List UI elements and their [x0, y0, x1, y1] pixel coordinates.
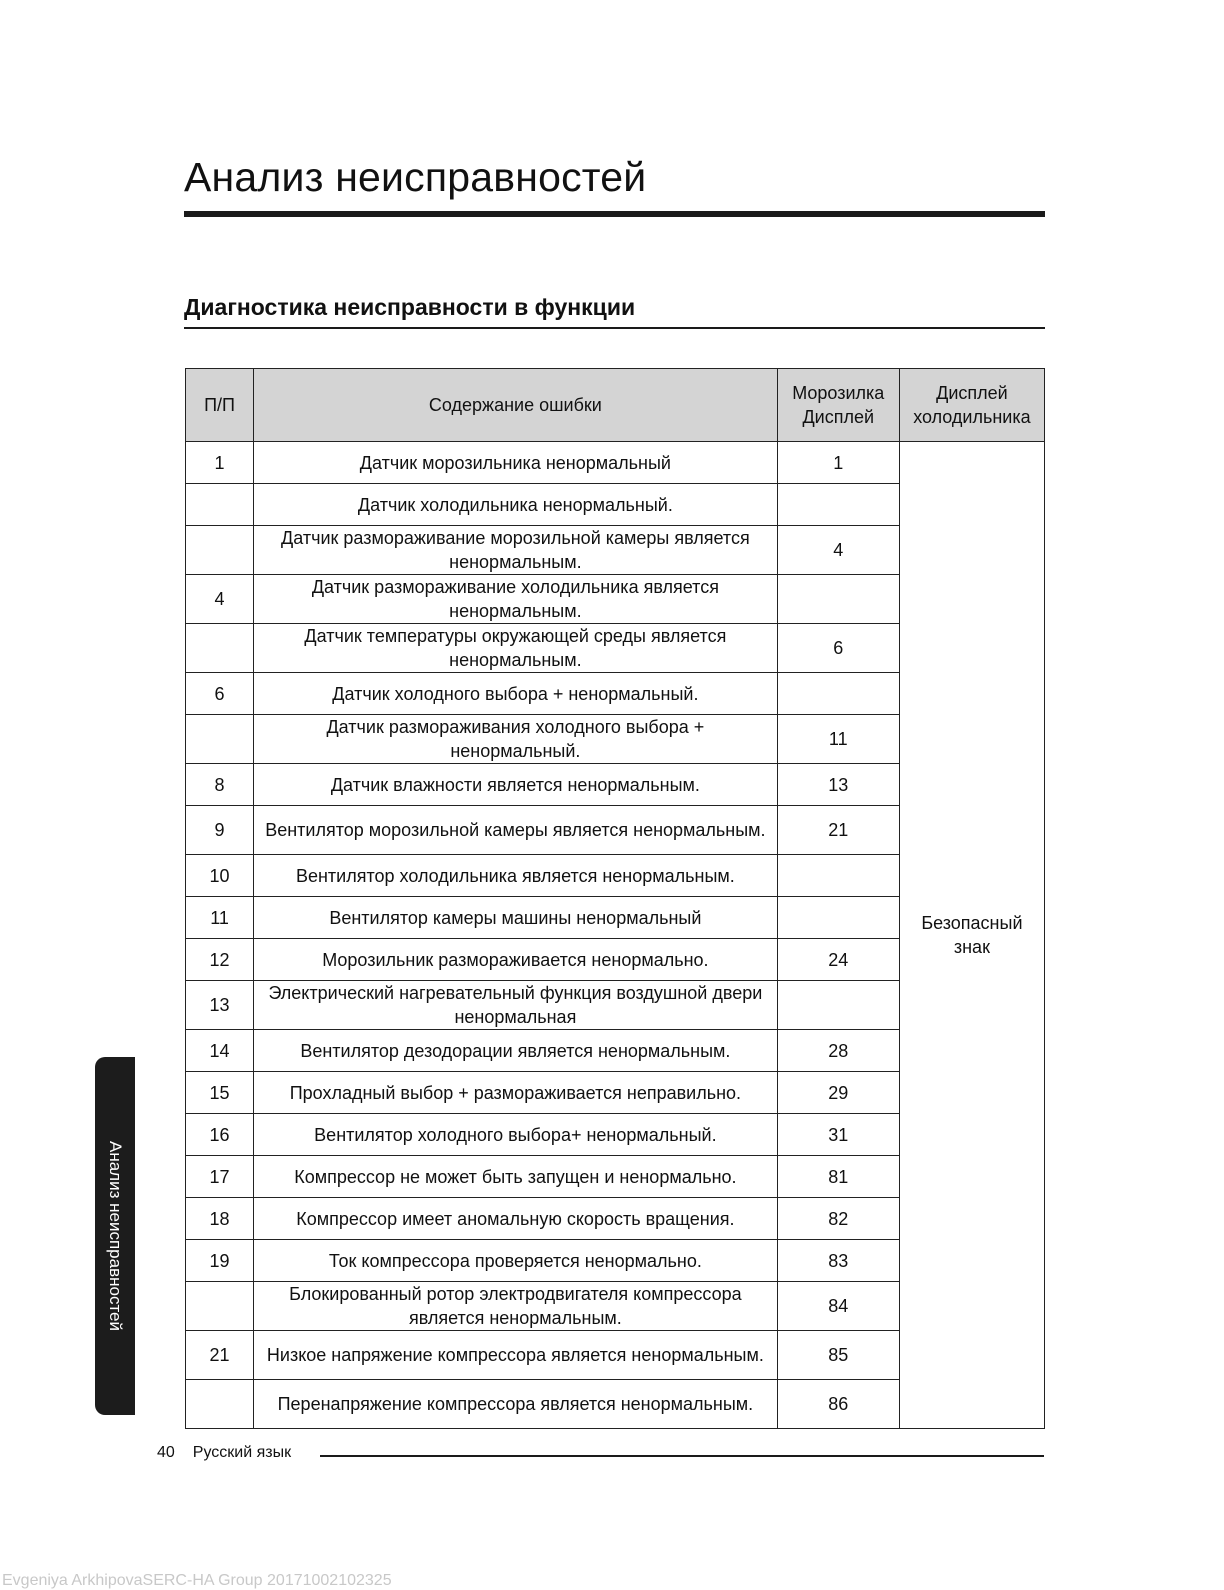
row-code — [777, 484, 899, 526]
row-num: 6 — [186, 673, 254, 715]
row-code: 4 — [777, 526, 899, 575]
header-num: П/П — [186, 369, 254, 442]
row-num: 14 — [186, 1030, 254, 1072]
row-content: Вентилятор камеры машины ненормальный — [254, 897, 778, 939]
row-content: Компрессор имеет аномальную скорость вращения. — [254, 1198, 778, 1240]
row-code: 81 — [777, 1156, 899, 1198]
section-rule — [184, 327, 1045, 329]
row-content: Вентилятор холодильника является ненормальным. — [254, 855, 778, 897]
row-num: 16 — [186, 1114, 254, 1156]
page-title: Анализ неисправностей — [184, 154, 647, 200]
row-code — [777, 575, 899, 624]
row-code: 31 — [777, 1114, 899, 1156]
row-content: Вентилятор холодного выбора+ ненормальный. — [254, 1114, 778, 1156]
row-content: Прохладный выбор + размораживается неправильно. — [254, 1072, 778, 1114]
row-num — [186, 526, 254, 575]
row-code: 6 — [777, 624, 899, 673]
row-num: 12 — [186, 939, 254, 981]
row-code: 24 — [777, 939, 899, 981]
row-num: 19 — [186, 1240, 254, 1282]
row-content: Блокированный ротор электродвигателя компрессора является ненормальным. — [254, 1282, 778, 1331]
row-content: Перенапряжение компрессора является ненормальным. — [254, 1380, 778, 1429]
footer-page-number: 40 — [157, 1444, 175, 1461]
diagnostics-table — [185, 368, 1045, 1429]
row-content: Датчик холодного выбора + ненормальный. — [254, 673, 778, 715]
row-code: 83 — [777, 1240, 899, 1282]
side-tab — [95, 1057, 135, 1415]
row-code — [777, 673, 899, 715]
row-num — [186, 1380, 254, 1429]
row-code — [777, 897, 899, 939]
row-code: 11 — [777, 715, 899, 764]
row-content: Вентилятор дезодорации является ненормальным. — [254, 1030, 778, 1072]
row-num — [186, 484, 254, 526]
header-content: Содержание ошибки — [254, 369, 778, 442]
section-title: Диагностика неисправности в функции — [184, 294, 636, 320]
row-content: Датчик влажности является ненормальным. — [254, 764, 778, 806]
row-content: Ток компрессора проверяется ненормально. — [254, 1240, 778, 1282]
footer-language: Русский язык — [192, 1444, 292, 1461]
row-code: 85 — [777, 1331, 899, 1380]
row-num: 10 — [186, 855, 254, 897]
row-code: 84 — [777, 1282, 899, 1331]
row-content: Низкое напряжение компрессора является ненормальным. — [254, 1331, 778, 1380]
row-num — [186, 624, 254, 673]
row-num: 8 — [186, 764, 254, 806]
row-content: Компрессор не может быть запущен и ненормально. — [254, 1156, 778, 1198]
row-code — [777, 981, 899, 1030]
row-num: 21 — [186, 1331, 254, 1380]
row-num — [186, 715, 254, 764]
watermark: Evgeniya ArkhipovaSERC-HA Group 20171002102325 — [2, 1572, 392, 1589]
row-content: Датчик размораживания холодного выбора + ненормальный. — [254, 715, 778, 764]
row-num: 11 — [186, 897, 254, 939]
row-content: Морозильник размораживается ненормально. — [254, 939, 778, 981]
row-content: Электрический нагревательный функция воздушной двери ненормальная — [254, 981, 778, 1030]
row-code: 28 — [777, 1030, 899, 1072]
side-tab-label: Анализ неисправностей — [106, 1141, 125, 1331]
row-code: 1 — [777, 442, 899, 484]
row-num: 13 — [186, 981, 254, 1030]
row-content: Датчик размораживание морозильной камеры является ненормальным. — [254, 526, 778, 575]
row-code: 29 — [777, 1072, 899, 1114]
footer — [157, 1444, 291, 1462]
row-num: 4 — [186, 575, 254, 624]
row-content: Датчик температуры окружающей среды является ненормальным. — [254, 624, 778, 673]
table-row — [186, 442, 1045, 484]
row-num: 18 — [186, 1198, 254, 1240]
header-fridge-display: Дисплей холодильника — [899, 369, 1044, 442]
row-num: 17 — [186, 1156, 254, 1198]
row-code: 86 — [777, 1380, 899, 1429]
row-num: 9 — [186, 806, 254, 855]
header-freezer-display: Морозилка Дисплей — [777, 369, 899, 442]
row-num: 15 — [186, 1072, 254, 1114]
row-content: Вентилятор морозильной камеры является ненормальным. — [254, 806, 778, 855]
row-num — [186, 1282, 254, 1331]
row-content: Датчик морозильника ненормальный — [254, 442, 778, 484]
row-content: Датчик размораживание холодильника является ненормальным. — [254, 575, 778, 624]
title-rule — [184, 211, 1045, 217]
row-code: 21 — [777, 806, 899, 855]
row-content: Датчик холодильника ненормальный. — [254, 484, 778, 526]
table-header-row — [186, 369, 1045, 442]
row-code: 13 — [777, 764, 899, 806]
row-code: 82 — [777, 1198, 899, 1240]
row-num: 1 — [186, 442, 254, 484]
row-code — [777, 855, 899, 897]
footer-rule — [320, 1455, 1044, 1457]
fridge-display-value: Безопасный знак — [899, 442, 1044, 1429]
